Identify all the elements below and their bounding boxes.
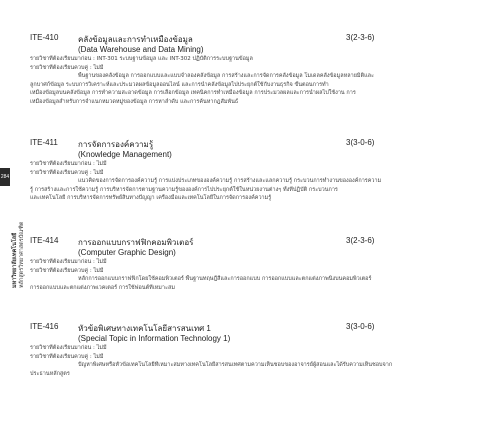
course-corequisite: รายวิชาที่ต้องเรียนควบคู่ : ไม่มี xyxy=(30,267,104,274)
course-description xyxy=(30,361,460,378)
course-code: ITE-410 xyxy=(30,33,59,42)
description-line: และเทคโนโลยี การบริหารจัดการทรัพย์สินทางปัญญา เครื่องมือและเทคโนโลยีในการจัดการองค์ความรู้ xyxy=(30,195,272,201)
description-line: พื้นฐานของคลังข้อมูล การออกแบบและแบบจำลองคลังข้อมูล การสร้างและการจัดการคลังข้อมูล โมเดลคลังข้อมูลหลายมิติและ xyxy=(78,73,374,79)
course-thai-title: การออกแบบกราฟฟิกคอมพิวเตอร์ xyxy=(78,238,194,247)
course-thai-title: หัวข้อพิเศษทางเทคโนโลยีสารสนเทศ 1 xyxy=(78,324,211,333)
course-code: ITE-416 xyxy=(30,322,59,331)
side-label-line2: หลักสูตรวิทยาศาสตรบัณฑิต xyxy=(19,221,25,288)
description-line: เหมืองข้อมูลบนคลังข้อมูล การทำความสะอาดข้อมูล การเลือกข้อมูล เทคนิคการทำเหมืองข้อมูล การประมวลผลและการนำผลไปใช้งาน การ xyxy=(30,90,356,96)
description-line: การออกแบบและตกแต่งภาพเวคเตอร์ การใช้ฟอนต์ที่เหมาะสม xyxy=(30,284,175,291)
description-line: แนวคิดของการจัดการองค์ความรู้ การแบ่งประเภทขององค์ความรู้ การสร้างและแลกความรู้ กระบวนการทำงานขององค์การความ xyxy=(78,178,382,184)
course-english-title: (Knowledge Management) xyxy=(78,150,172,159)
description-line: เหมืองข้อมูลสำหรับการจำแนกหมวดหมู่ของข้อมูล การหาลำดับ และการค้นหากฎสัมพันธ์ xyxy=(30,98,239,105)
course-ite-410 xyxy=(30,33,460,106)
description-line: ประธานหลักสูตร xyxy=(30,370,70,377)
course-corequisite: รายวิชาที่ต้องเรียนควบคู่ : ไม่มี xyxy=(30,64,104,71)
course-credits: 3(2-3-6) xyxy=(346,33,375,42)
page-number: 284 xyxy=(0,174,10,180)
page-number-tab xyxy=(0,168,10,186)
course-credits: 3(3-0-6) xyxy=(346,138,375,147)
course-credits: 3(2-3-6) xyxy=(346,236,375,245)
course-description xyxy=(30,275,460,292)
course-english-title: (Data Warehouse and Data Mining) xyxy=(78,45,204,54)
course-ite-411 xyxy=(30,138,460,203)
course-english-title: (Special Topic in Information Technology 1) xyxy=(78,334,231,343)
course-thai-title: คลังข้อมูลและการทำเหมืองข้อมูล xyxy=(78,35,193,44)
course-prerequisite: รายวิชาที่ต้องเรียนมาก่อน : ไม่มี xyxy=(30,259,107,265)
course-prerequisite: รายวิชาที่ต้องเรียนมาก่อน : ไม่มี xyxy=(30,161,107,167)
side-label-line1: มหาวิทยาลัยเทคโนโลยี xyxy=(12,232,18,288)
description-line: ลูกบาศก์ข้อมูล ระบบการวิเคราะห์และประมวลผลข้อมูลออนไลน์ และการนำคลังข้อมูลไปประยุกต์ใช้กับงานธุรกิจ ขั้นตอนการทำ xyxy=(30,81,329,88)
course-prerequisite: รายวิชาที่ต้องเรียนมาก่อน : ไม่มี xyxy=(30,345,107,351)
course-code: ITE-414 xyxy=(30,236,59,245)
description-line: รู้ การสร้างและการใช้ความรู้ การบริหารจัดการตามฐานความรู้ขององค์การไปประยุกต์ใช้ในหน่วยงานต่างๆ ทั้งที่ปฏิบัติ กระบวนการ xyxy=(30,186,338,193)
course-prerequisite: รายวิชาที่ต้องเรียนมาก่อน : INT-301 ระบบฐานข้อมูล และ INT-302 ปฏิบัติการระบบฐานข้อมูล xyxy=(30,56,253,62)
course-ite-414 xyxy=(30,236,460,292)
description-line: ปัญหาพิเศษหรือหัวข้อเทคโนโลยีที่เหมาะสมทางเทคโนโลยีสารสนเทศตามความเห็นชอบของอาจารย์ผู้สอนและได้รับความเห็นชอบจาก xyxy=(78,362,393,368)
course-description xyxy=(30,177,460,203)
course-ite-416 xyxy=(30,322,460,378)
course-thai-title: การจัดการองค์ความรู้ xyxy=(78,140,154,149)
course-code: ITE-411 xyxy=(30,138,58,147)
description-line: หลักการออกแบบกราฟฟิกโดยใช้คอมพิวเตอร์ พื้นฐานทฤษฎีสีและการออกแบบ การออกแบบและตกแต่งภาพนิ่งบนคอมพิวเตอร์ xyxy=(78,276,372,282)
course-description xyxy=(30,72,460,106)
course-corequisite: รายวิชาที่ต้องเรียนควบคู่ : ไม่มี xyxy=(30,353,104,360)
course-corequisite: รายวิชาที่ต้องเรียนควบคู่ : ไม่มี xyxy=(30,169,104,176)
course-english-title: (Computer Graphic Design) xyxy=(78,248,176,257)
side-running-header xyxy=(12,168,26,288)
course-credits: 3(3-0-6) xyxy=(346,322,375,331)
